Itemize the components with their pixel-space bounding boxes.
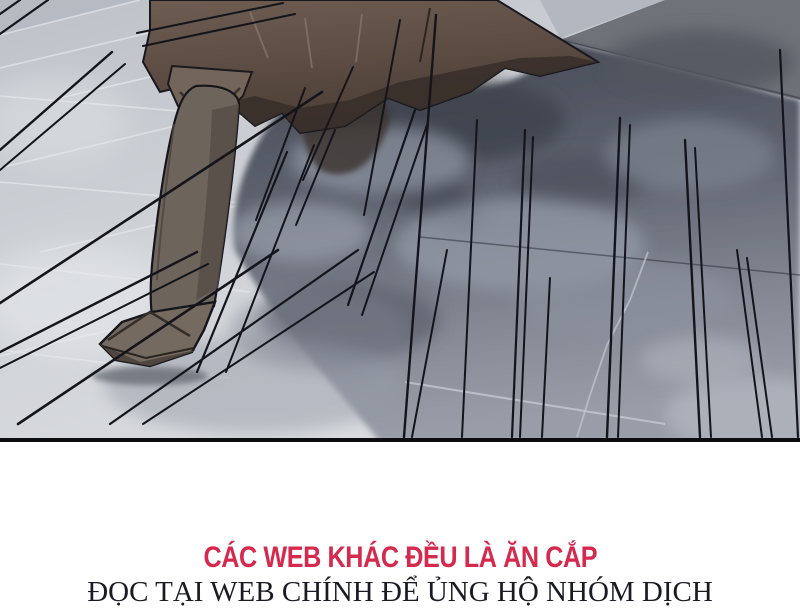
caption-support-text: ĐỌC TẠI WEB CHÍNH ĐỂ ỦNG HỘ NHÓM DỊCH [87, 576, 713, 608]
caption-support-line [0, 574, 800, 610]
caption-warning-text: CÁC WEB KHÁC ĐỀU LÀ ĂN CẮP [203, 541, 597, 574]
contact-shadow-dark [230, 290, 410, 370]
panel-bottom-border [0, 438, 800, 442]
caption-warning-line [0, 541, 800, 574]
